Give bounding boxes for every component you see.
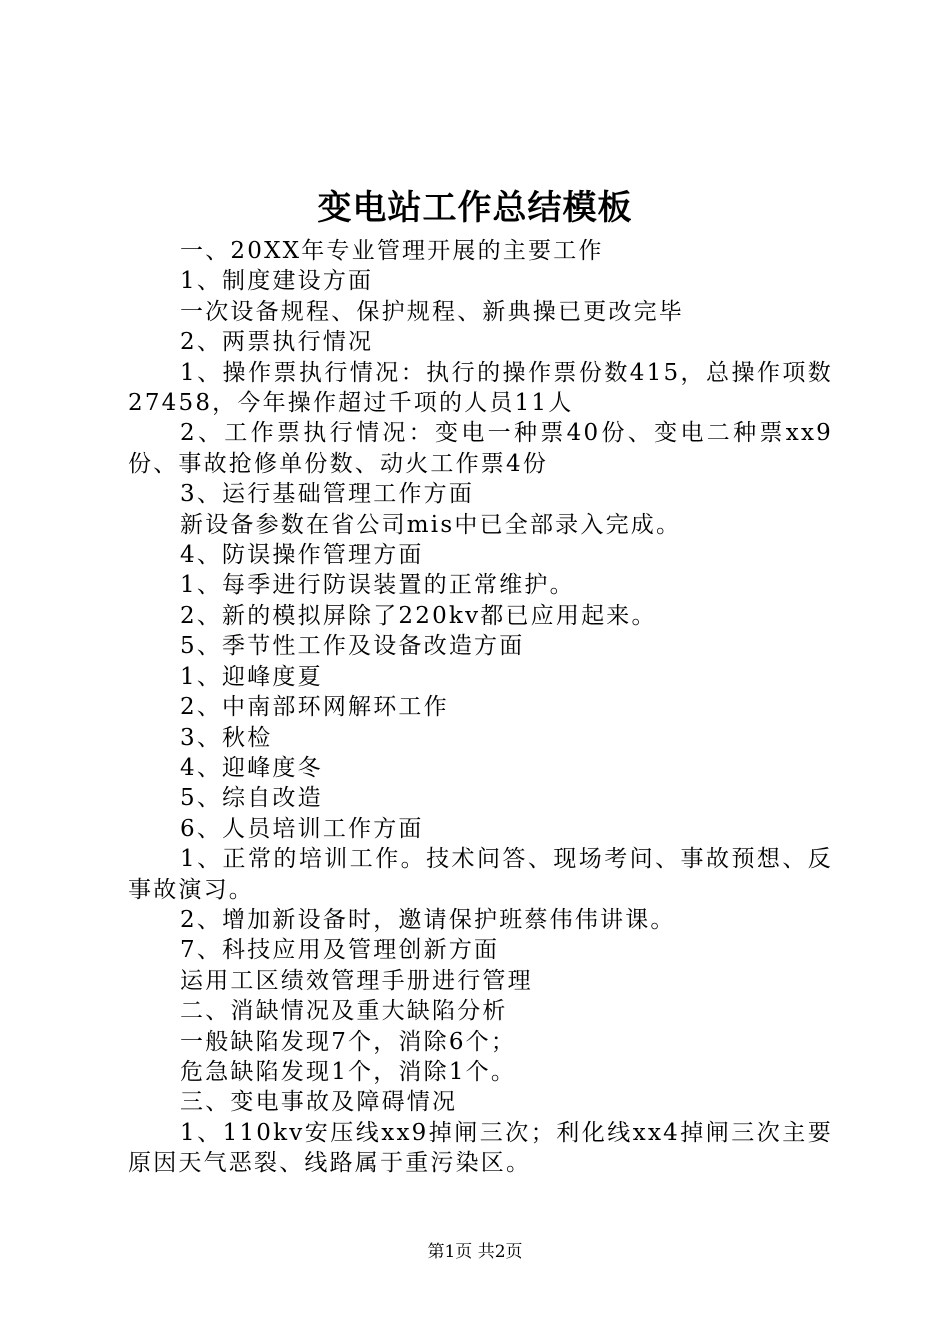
- list-item-ring-network: 2、中南部环网解环工作: [180, 694, 449, 721]
- paragraph-quarterly-maintenance: 1、每季进行防误装置的正常维护。: [180, 572, 575, 599]
- section-heading-defects: 二、消缺情况及重大缺陷分析: [180, 998, 508, 1025]
- paragraph-performance-manual: 运用工区绩效管理手册进行管理: [180, 967, 533, 994]
- paragraph-regulations-updated: 一次设备规程、保护规程、新典操已更改完毕: [180, 298, 684, 325]
- paragraph-regular-training: 1、正常的培训工作。技术问答、现场考问、事故预想、反事故演习。: [128, 846, 833, 903]
- list-item-summer-peak: 1、迎峰度夏: [180, 663, 323, 690]
- paragraph-work-tickets: 2、工作票执行情况：变电一种票40份、变电二种票xx9份、事故抢修单份数、动火工作票4份: [128, 420, 833, 477]
- subheading-system-building: 1、制度建设方面: [180, 268, 374, 295]
- list-item-winter-peak: 4、迎峰度冬: [180, 754, 323, 781]
- subheading-two-tickets: 2、两票执行情况: [180, 329, 374, 356]
- paragraph-new-equipment-lecture: 2、增加新设备时，邀请保护班蔡伟伟讲课。: [180, 906, 676, 933]
- list-item-autumn-inspection: 3、秋检: [180, 724, 273, 751]
- paragraph-line-trips: 1、110kv安压线xx9掉闸三次；利化线xx4掉闸三次主要原因天气恶裂、线路属于重污染区。: [128, 1119, 833, 1177]
- document-body: [128, 236, 833, 1179]
- subheading-operation-basics: 3、运行基础管理工作方面: [180, 481, 475, 508]
- paragraph-operation-tickets: 1、操作票执行情况：执行的操作票份数415，总操作项数27458，今年操作超过千项的人员11人: [128, 359, 833, 417]
- paragraph-critical-defects: 危急缺陷发现1个，消除1个。: [180, 1058, 517, 1085]
- paragraph-mis-entry: 新设备参数在省公司mis中已全部录入完成。: [180, 511, 682, 538]
- page-number: 第1页 共2页: [427, 1242, 523, 1262]
- paragraph-general-defects: 一般缺陷发现7个，消除6个；: [180, 1028, 517, 1055]
- list-item-automation-upgrade: 5、综自改造: [180, 785, 323, 812]
- subheading-misoperation-prevention: 4、防误操作管理方面: [180, 542, 424, 569]
- subheading-staff-training: 6、人员培训工作方面: [180, 815, 424, 842]
- section-heading-main-work: 一、20XX年专业管理开展的主要工作: [180, 238, 604, 264]
- document-title: 变电站工作总结模板: [317, 188, 633, 228]
- subheading-seasonal-work: 5、季节性工作及设备改造方面: [180, 633, 525, 660]
- section-heading-accidents: 三、变电事故及障碍情况: [180, 1089, 458, 1116]
- subheading-technology-innovation: 7、科技应用及管理创新方面: [180, 937, 500, 964]
- paragraph-simulation-screen: 2、新的模拟屏除了220kv都已应用起来。: [180, 602, 657, 629]
